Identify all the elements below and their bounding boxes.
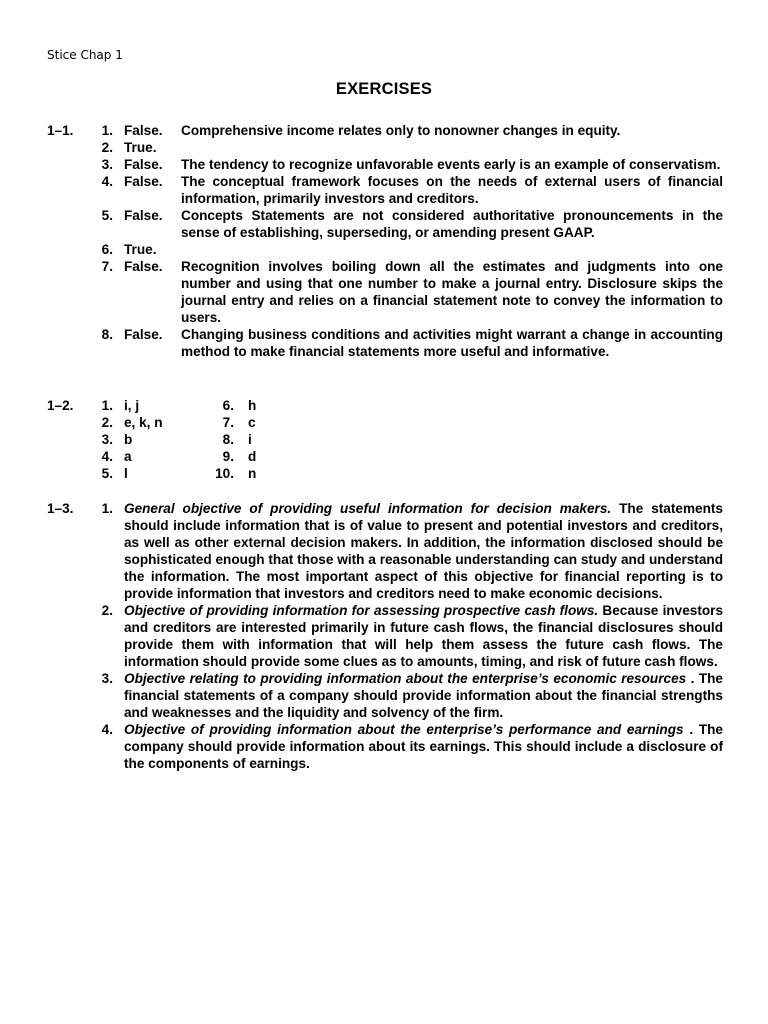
item-answer: False. xyxy=(124,157,163,172)
item-explanation: The tendency to recognize unfavorable events early is an example of conservatism. xyxy=(181,157,721,172)
left-item-answer: b xyxy=(124,432,133,447)
matching-row xyxy=(0,465,768,482)
item-explanation: Recognition involves boiling down all the estimates and judgments into one number and using that one number to make a journal entry. Disclosure skips the journal entry and relies on a financial statement note to convey the information to users. xyxy=(181,259,723,325)
objective-item xyxy=(0,500,768,602)
objective-body: The statements should include information that is of value to present and potential investors and creditors, as well as other external decision makers. In addition, the information disclosed should be sophisticated enough that those with a reasonable understanding can study and understand the information. The most important aspect of this objective for financial reporting is to provide information that investors and creditors need to make economic decisions. xyxy=(124,501,723,601)
answer-item xyxy=(0,122,768,139)
exercise-1-1 xyxy=(0,122,768,360)
item-explanation xyxy=(181,139,723,156)
objective-body: . The financial statements of a company should provide information about the financial strengths and weaknesses and the liquidity and solvency of the firm. xyxy=(124,671,723,720)
exercise-1-2 xyxy=(0,397,768,482)
objective-body: Because investors and creditors are interested primarily in future cash flows, the financial disclosures should provide them with information that will help them assess the future cash flows. The information should provide some clues as to amounts, timing, and risk of future cash flows. xyxy=(124,603,724,669)
item-answer: False. xyxy=(124,327,163,342)
exercise-number: 1–1. xyxy=(47,123,74,138)
item-explanation: The conceptual framework focuses on the needs of external users of financial information, primarily investors and creditors. xyxy=(181,174,723,206)
objective-heading: General objective of providing useful information for decision makers. xyxy=(124,501,612,516)
left-item-number: 1. xyxy=(101,398,113,413)
item-number: 7. xyxy=(101,259,113,274)
item-number: 2. xyxy=(101,140,113,155)
objective-paragraph xyxy=(124,500,723,602)
item-number: 8. xyxy=(101,327,113,342)
matching-row xyxy=(0,448,768,465)
left-item-answer: a xyxy=(124,449,132,464)
item-number: 3. xyxy=(101,157,113,172)
item-number: 4. xyxy=(101,174,113,189)
item-answer: True. xyxy=(124,140,157,155)
answer-item xyxy=(0,156,768,173)
right-item-number: 7. xyxy=(222,415,234,430)
right-item-number: 10. xyxy=(215,466,234,481)
matching-row xyxy=(0,414,768,431)
left-item-answer: e, k, n xyxy=(124,415,163,430)
objective-heading: Objective of providing information about the enterprise’s performance and earnings xyxy=(124,722,684,737)
answer-item xyxy=(0,173,768,207)
answer-item xyxy=(0,326,768,360)
left-item-answer: i, j xyxy=(124,398,140,413)
right-item-number: 6. xyxy=(222,398,234,413)
page-title: EXERCISES xyxy=(335,80,433,98)
item-number: 4. xyxy=(101,722,113,737)
matching-row xyxy=(0,431,768,448)
item-number: 1. xyxy=(101,123,113,138)
left-item-number: 4. xyxy=(101,449,113,464)
right-item-answer: h xyxy=(248,398,257,413)
objective-item xyxy=(0,721,768,772)
objective-paragraph xyxy=(124,721,723,772)
right-item-answer: n xyxy=(248,466,257,481)
item-explanation: Concepts Statements are not considered authoritative pronouncements in the sense of establishing, superseding, or amending present GAAP. xyxy=(181,208,723,240)
item-number: 5. xyxy=(101,208,113,223)
item-answer: False. xyxy=(124,123,163,138)
right-item-answer: i xyxy=(248,432,252,447)
answer-item xyxy=(0,241,768,258)
objective-heading: Objective relating to providing information about the enterprise’s economic resources xyxy=(124,671,687,686)
item-answer: False. xyxy=(124,259,163,274)
objective-paragraph xyxy=(124,602,723,670)
item-explanation xyxy=(181,241,723,258)
item-number: 2. xyxy=(101,603,113,618)
left-item-number: 3. xyxy=(101,432,113,447)
left-item-answer: l xyxy=(124,466,128,481)
matching-row xyxy=(0,397,768,414)
objective-body: . The company should provide information about its earnings. This should include a disclosure of the components of earnings. xyxy=(124,722,723,771)
exercise-number: 1–2. xyxy=(47,398,74,413)
objective-paragraph xyxy=(124,670,723,721)
objective-item xyxy=(0,670,768,721)
item-number: 6. xyxy=(101,242,113,257)
right-item-answer: c xyxy=(248,415,256,430)
item-number: 1. xyxy=(101,501,113,516)
right-item-number: 8. xyxy=(222,432,234,447)
right-item-number: 9. xyxy=(222,449,234,464)
item-number: 3. xyxy=(101,671,113,686)
answer-item xyxy=(0,258,768,326)
item-explanation: Comprehensive income relates only to nonowner changes in equity. xyxy=(181,123,621,138)
objective-item xyxy=(0,602,768,670)
item-answer: True. xyxy=(124,242,157,257)
answer-item xyxy=(0,207,768,241)
item-answer: False. xyxy=(124,174,163,189)
exercise-1-3 xyxy=(0,500,768,772)
objective-heading: Objective of providing information for assessing prospective cash flows. xyxy=(124,603,599,618)
left-item-number: 5. xyxy=(101,466,113,481)
left-item-number: 2. xyxy=(101,415,113,430)
answer-item xyxy=(0,139,768,156)
right-item-answer: d xyxy=(248,449,257,464)
item-explanation: Changing business conditions and activities might warrant a change in accounting method to make financial statements more useful and informative. xyxy=(181,327,723,359)
exercise-number: 1–3. xyxy=(47,501,74,516)
running-header: Stice Chap 1 xyxy=(47,48,123,62)
item-answer: False. xyxy=(124,208,163,223)
